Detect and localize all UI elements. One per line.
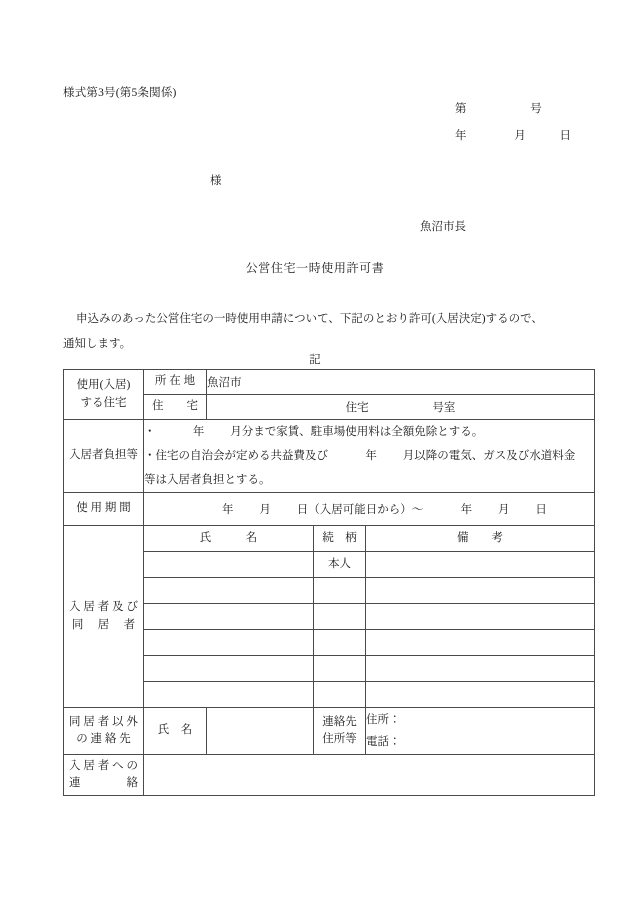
table-row (64, 630, 595, 656)
date-month-label: 月 (514, 130, 526, 142)
emergency-contact-name-value[interactable] (207, 708, 314, 755)
table-row-residents-header (64, 526, 595, 552)
burden-line-3: 等は入居者負担とする。 (144, 474, 271, 486)
period-value-cell[interactable] (144, 493, 595, 526)
dwelling-location-label: 所 在 地 (144, 370, 207, 395)
body-line-2: 通知します。 (63, 338, 132, 350)
date-day-label: 日 (559, 130, 571, 142)
date-year-label: 年 (455, 130, 467, 142)
burden-content[interactable] (144, 420, 595, 493)
dwelling-house-word: 住宅 (345, 402, 369, 414)
document-number-suffix: 号 (530, 103, 542, 115)
resident-relation-2[interactable] (314, 604, 366, 630)
dwelling-house-label: 住 宅 (144, 395, 207, 420)
issuer-name: 魚沼市長 (420, 221, 466, 233)
dwelling-house-value[interactable] (207, 395, 595, 420)
emergency-contact-label-line-2: の 連 絡 先 (76, 733, 131, 745)
resident-name-3[interactable] (144, 630, 314, 656)
resident-remarks-0[interactable] (366, 552, 595, 578)
burden-line-2: ・住宅の自治会が定める共益費及び 年 月以降の電気、ガス及び水道料金 (144, 450, 576, 462)
document-number-label: 第 (455, 103, 467, 115)
dwelling-label-line-2: する住宅 (80, 396, 127, 409)
ki-mark: 記 (309, 354, 321, 366)
document-number-line (455, 100, 542, 116)
resident-name-0[interactable] (144, 552, 314, 578)
permit-details-table (63, 369, 595, 796)
dwelling-label-line-1: 使用(入居) (76, 379, 131, 392)
resident-name-1[interactable] (144, 578, 314, 604)
resident-remarks-3[interactable] (366, 630, 595, 656)
dwelling-location-value[interactable]: 魚沼市 (207, 370, 595, 395)
emergency-contact-address-field: 住所： (366, 714, 401, 726)
resident-relation-3[interactable] (314, 630, 366, 656)
emergency-contact-label-line-1: 同 居 者 以 外 (69, 715, 138, 728)
dwelling-room-word: 号室 (432, 402, 456, 414)
resident-name-4[interactable] (144, 656, 314, 682)
burden-line-1: ・ 年 月分まで家賃、駐車場使用料は全額免除とする。 (144, 426, 484, 438)
dwelling-label-cell (64, 370, 144, 420)
resident-remarks-2[interactable] (366, 604, 595, 630)
table-row (64, 656, 595, 682)
notice-label-cell (64, 755, 144, 796)
resident-relation-1[interactable] (314, 578, 366, 604)
emergency-contact-name-label: 氏 名 (144, 708, 207, 755)
table-row-emergency-contact (64, 708, 595, 755)
emergency-contact-address-label-line-2: 住所等 (322, 733, 357, 745)
resident-relation-0[interactable]: 本人 (314, 552, 366, 578)
table-row (64, 682, 595, 708)
burden-label: 入居者負担等 (64, 420, 144, 493)
emergency-contact-address-value-cell[interactable] (366, 708, 595, 755)
form-code: 様式第3号(第5条関係) (63, 87, 177, 99)
resident-name-2[interactable] (144, 604, 314, 630)
table-row (64, 552, 595, 578)
notice-label-line-2: 連 絡 (69, 777, 138, 789)
residents-label-line-1: 入 居 者 及 び (69, 601, 138, 614)
resident-name-5[interactable] (144, 682, 314, 708)
emergency-contact-address-label-line-1: 連絡先 (322, 715, 357, 728)
notice-label-line-1: 入 居 者 へ の (69, 759, 138, 772)
page-title: 公営住宅一時使用許可書 (245, 261, 385, 275)
residents-header-relation: 続 柄 (314, 526, 366, 552)
residents-header-name: 氏 名 (144, 526, 314, 552)
period-value: 年 月 日（入居可能日から）～ 年 月 日 (222, 504, 547, 516)
table-row (64, 578, 595, 604)
resident-remarks-4[interactable] (366, 656, 595, 682)
emergency-contact-phone-field: 電話： (366, 736, 401, 748)
table-row-notice-to-resident (64, 755, 595, 796)
residents-label-line-2: 同 居 者 (71, 618, 136, 631)
table-row-period (64, 493, 595, 526)
emergency-contact-label-cell (64, 708, 144, 755)
period-label: 使 用 期 間 (64, 493, 144, 526)
resident-relation-4[interactable] (314, 656, 366, 682)
emergency-contact-address-label-cell (314, 708, 366, 755)
addressee-line: 様 (210, 175, 222, 187)
table-row-burden (64, 420, 595, 493)
body-paragraph (63, 307, 575, 357)
notice-value-cell[interactable] (144, 755, 595, 796)
document-date-line (455, 127, 571, 143)
residents-label-cell (64, 526, 144, 708)
resident-relation-5[interactable] (314, 682, 366, 708)
table-row-dwelling-house (64, 395, 595, 420)
body-line-1: 申込みのあった公営住宅の一時使用申請について、下記のとおり許可(入居決定)するので、 (76, 313, 543, 325)
resident-remarks-5[interactable] (366, 682, 595, 708)
table-row (64, 604, 595, 630)
residents-header-remarks: 備 考 (366, 526, 595, 552)
resident-remarks-1[interactable] (366, 578, 595, 604)
table-row-dwelling-location (64, 370, 595, 395)
